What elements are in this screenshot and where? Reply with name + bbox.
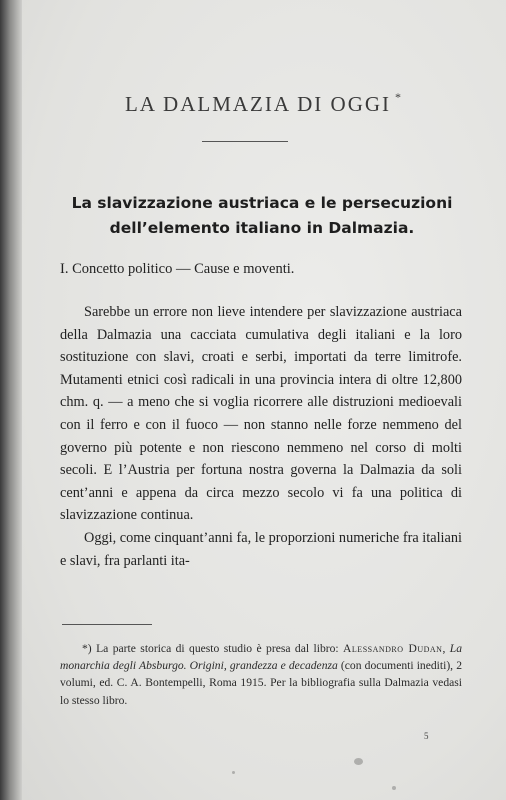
footnote-book-title: La monarchia degli Absburgo. Origini, grandezza e decadenza [60, 642, 462, 673]
chapter-heading-line-1: La slavizzazione austriaca e le persecuzioni [71, 194, 453, 212]
scan-speck [392, 786, 396, 790]
section-heading: I. Concetto politico — Cause e moventi. [60, 261, 295, 277]
chapter-heading-line-2: dell’elemento italiano in Dalmazia. [109, 219, 415, 237]
page-title [22, 92, 506, 117]
footnote-marker: *) [82, 642, 92, 655]
scan-speck [354, 758, 363, 765]
footnote-rule [62, 624, 152, 625]
scan-speck [232, 771, 235, 774]
paragraph-2: Oggi, come cinquant’anni fa, le proporzioni numeriche fra italiani e slavi, fra parlanti ita- [60, 529, 462, 569]
footnote-text-b: (con documenti inediti), 2 volumi, ed. C. A. Bontempelli, Roma 1915. Per la bibliografia sulla Dalmazia vedasi lo stesso libro. [60, 659, 462, 707]
footnote-sep: , [442, 642, 450, 655]
body-text [60, 301, 462, 572]
page-number: 5 [424, 731, 429, 741]
paragraph-1: Sarebbe un errore non lieve intendere per slavizzazione austriaca della Dalmazia una cacciata cumulativa degli italiani e la loro sostituzione con slavi, croati e serbi, importati da terre limitrofe. Mutamenti etnici così radicali in una provincia intera di oltre 12,800 chm. q. — a meno che si voglia ricorrere alle distruzioni medioevali con il ferro e con il fuoco — non stanno nelle forze nemmeno del governo più potente e non riescono nemmeno nel corso di molti secoli. E l’Austria per fortuna nostra governa la Dalmazia da soli cent’anni e appena da circa mezzo secolo vi fa una politica di slavizzazione continua. [60, 304, 462, 524]
footnote-author: Alessandro Dudan [343, 642, 443, 655]
footnote [60, 640, 462, 709]
title-footnote-mark: * [395, 90, 404, 104]
footnote-text-a: La parte storica di questo studio è presa dal libro: [91, 642, 344, 655]
title-rule [202, 141, 288, 142]
book-page [22, 0, 506, 800]
chapter-heading [52, 191, 472, 241]
scan-binding-edge [0, 0, 22, 800]
page-title-text: LA DALMAZIA DI OGGI [124, 92, 392, 116]
